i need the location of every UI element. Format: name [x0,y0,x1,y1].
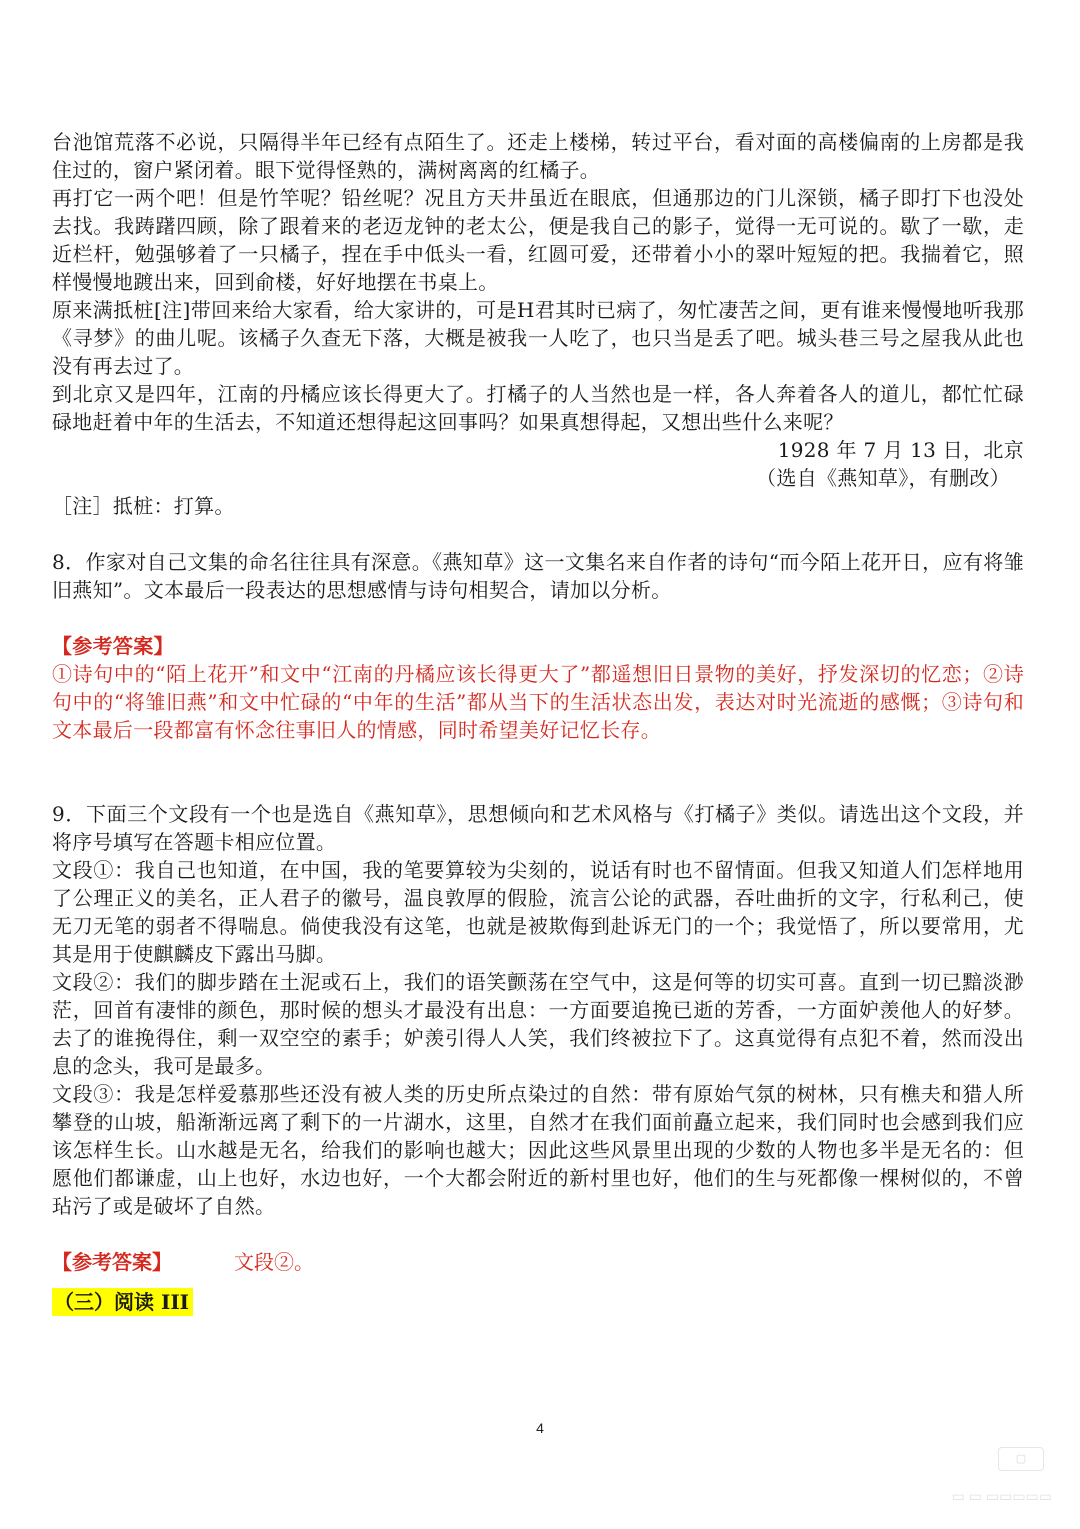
q9-segment-3: 文段③：我是怎样爱慕那些还没有被人类的历史所点染过的自然：带有原始气氛的树林，只有樵夫和猎人所攀登的山坡，船渐渐远离了剩下的一片湖水，这里，自然才在我们面前矗立起来，我们同时也会感到我们应该怎样生长。山水越是无名，给我们的影响也越大；因此这些风景里出现的少数的人物也多半是无名的：但愿他们都谦虚，山上也好，水边也好，一个大都会附近的新村里也好，他们的生与死都像一棵树似的，不曾玷污了或是破坏了自然。 [52,1082,1024,1218]
watermark-icon: ▭ ▭ ▭▭▭▭▭ [951,1488,1052,1504]
spacer [52,520,1024,548]
passage-paragraph-2: 再打它一两个吧！但是竹竿呢？铅丝呢？况且方天井虽近在眼底，但通那边的门儿深锁，橘子即打下也没处去找。我踌躇四顾，除了跟着来的老迈龙钟的老太公，便是我自己的影子，觉得一无可说的。歇了一歇，走近栏杆，勉强够着了一只橘子，捏在手中低头一看，红圆可爱，还带着小小的翠叶短短的把。我揣着它，照样慢慢地踱出来，回到俞楼，好好地摆在书桌上。 [52,186,1024,294]
spacer [52,744,1024,800]
page-number: 4 [536,1420,544,1436]
question-9: 9．下面三个文段有一个也是选自《燕知草》，思想倾向和艺术风格与《打橘子》类似。请选出这个文段，并将序号填写在答题卡相应位置。 [52,802,1024,854]
q8-answer: ①诗句中的“陌上花开”和文中“江南的丹橘应该长得更大了”都遥想旧日景物的美好，抒发深切的忆恋；②诗句中的“将雏旧燕”和文中忙碌的“中年的生活”都从当下的生活状态出发，表达对时光流逝的感慨；③诗句和文本最后一段都富有怀念往事旧人的情感，同时希望美好记忆长存。 [52,662,1024,742]
passage-paragraph-1: 台池馆荒落不必说，只隔得半年已经有点陌生了。还走上楼梯，转过平台，看对面的高楼偏南的上房都是我住过的，窗户紧闭着。眼下觉得怪熟的，满树离离的红橘子。 [52,130,1024,182]
passage-paragraph-3: 原来满抵桩[注]带回来给大家看，给大家讲的，可是H君其时已病了，匆忙凄苦之间，更有谁来慢慢地听我那《寻梦》的曲儿呢。该橘子久查无下落，大概是被我一人吃了，也只当是丢了吧。城头巷三号之屋我从此也没有再去过了。 [52,298,1024,378]
question-8: 8．作家对自己文集的命名往往具有深意。《燕知草》这一文集名来自作者的诗句“而今陌上花开日，应有将雏旧燕知”。文本最后一段表达的思想感情与诗句相契合，请加以分析。 [52,550,1024,602]
passage-date: 1928 年 7 月 13 日，北京 [777,438,1024,462]
spacer [52,604,1024,632]
q9-segment-2: 文段②：我们的脚步踏在土泥或石上，我们的语笑颤荡在空气中，这是何等的切实可喜。直到一切已黯淡渺茫，回首有凄悱的颜色，那时候的想头才最没有出息：一方面要追挽已逝的芳香，一方面妒羡他人的好梦。去了的谁挽得住，剩一双空空的素手；妒羡引得人人笑，我们终被拉下了。这真觉得有点犯不着，然而没出息的念头，我可是最多。 [52,970,1024,1078]
q9-answer: 文段②。 [234,1250,314,1274]
passage-paragraph-4: 到北京又是四年，江南的丹橘应该长得更大了。打橘子的人当然也是一样，各人奔着各人的道儿，都忙忙碌碌地赶着中年的生活去，不知道还想得起这回事吗？如果真想得起，又想出些什么来呢？ [52,382,1024,434]
passage-note: ［注］抵桩：打算。 [52,494,235,518]
q9-segment-1: 文段①：我自己也知道，在中国，我的笔要算较为尖刻的，说话有时也不留情面。但我又知道人们怎样地用了公理正义的美名，正人君子的徽号，温良敦厚的假脸，流言公论的武器，吞吐曲折的文字，行私利己，使无刀无笔的弱者不得喘息。倘使我没有这笔，也就是被欺侮到赴诉无门的一个；我觉悟了，所以要常用，尤其是用于使麒麟皮下露出马脚。 [52,858,1024,966]
watermark-logo-icon: ▢ [998,1447,1044,1471]
q9-answer-row [52,1248,1024,1276]
q9-answer-label: 【参考答案】 [52,1250,172,1274]
q8-answer-label: 【参考答案】 [52,634,174,658]
spacer [52,1220,1024,1248]
passage-source: （选自《燕知草》，有删改） [756,466,1010,490]
section-heading: （三）阅读 III [52,1288,193,1316]
document-page [52,128,1024,1316]
spacer [52,1276,1024,1288]
